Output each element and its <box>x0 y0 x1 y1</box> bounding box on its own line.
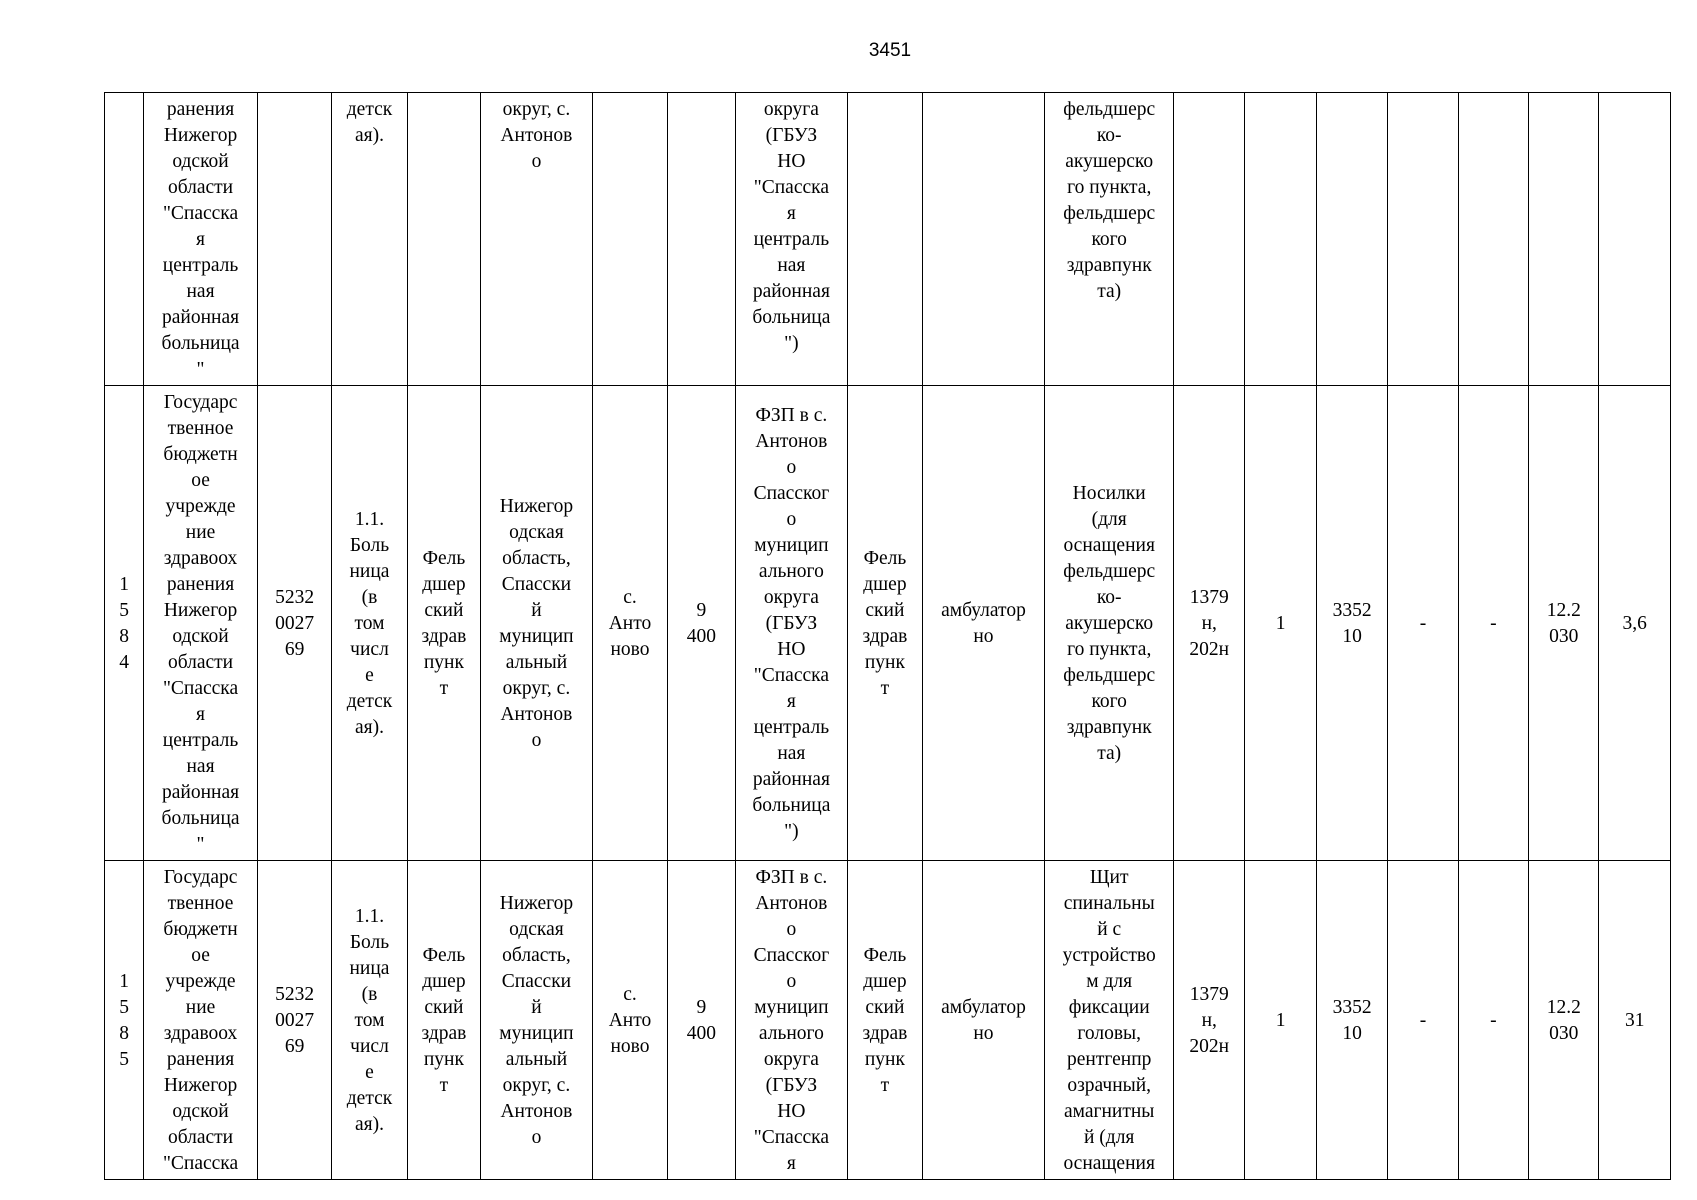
population-cell: 9 400 <box>668 861 735 1180</box>
equipment-table <box>104 92 1671 1180</box>
page-number: 3451 <box>868 40 912 61</box>
address-cell: Нижегор одская область, Спасски й муницип альный округ, с. Антонов о <box>481 861 593 1180</box>
settlement-cell <box>592 93 667 386</box>
subdivision-type-cell: Фель дшер ский здрав пунк т <box>407 386 480 861</box>
subdivision-type-cell: Фель дшер ский здрав пунк т <box>407 861 480 1180</box>
facility-type-cell: 1.1. Боль ница (в том числ е детск ая). <box>332 386 407 861</box>
equipment-name-cell: Носилки (для оснащения фельдшерс ко- акушерско го пункта, фельдшерс кого здравпунк та) <box>1045 386 1174 861</box>
extra-cell-2: - <box>1458 861 1528 1180</box>
order-reference-cell <box>1174 93 1245 386</box>
subdivision-name-cell: округа (ГБУЗ НО "Спасска я централь ная районная больница ") <box>735 93 848 386</box>
date-cell: 12.2 030 <box>1529 861 1599 1180</box>
table-row <box>105 386 1671 861</box>
institution-name-cell: Государс твенное бюджетн ое учрежде ние здравоох ранения Нижегор одской области "Спасска <box>144 861 258 1180</box>
subdivision-type-cell <box>407 93 480 386</box>
population-cell: 9 400 <box>668 386 735 861</box>
settlement-cell: с. Анто ново <box>592 386 667 861</box>
row-number-cell <box>105 93 144 386</box>
extra-cell-1: - <box>1388 861 1458 1180</box>
code-cell <box>1316 93 1387 386</box>
date-cell: 12.2 030 <box>1529 386 1599 861</box>
equipment-name-cell: Щит спинальны й с устройство м для фиксации головы, рентгенпр озрачный, амагнитны й (для оснащения <box>1045 861 1174 1180</box>
facility-type-cell: детск ая). <box>332 93 407 386</box>
address-cell: округ, с. Антонов о <box>481 93 593 386</box>
quantity-cell: 1 <box>1245 861 1316 1180</box>
amount-cell: 3,6 <box>1599 386 1671 861</box>
subdivision-name-cell: ФЗП в с. Антонов о Спасског о муницип ального округа (ГБУЗ НО "Спасска я <box>735 861 848 1180</box>
care-form-cell: амбулатор но <box>922 861 1045 1180</box>
extra-cell-2 <box>1458 93 1528 386</box>
facility-type-cell: 1.1. Боль ница (в том числ е детск ая). <box>332 861 407 1180</box>
extra-cell-1: - <box>1388 386 1458 861</box>
address-cell: Нижегор одская область, Спасски й муницип альный округ, с. Антонов о <box>481 386 593 861</box>
table-row <box>105 93 1671 386</box>
date-cell <box>1529 93 1599 386</box>
order-reference-cell: 1379 н, 202н <box>1174 386 1245 861</box>
settlement-cell: с. Анто ново <box>592 861 667 1180</box>
equipment-name-cell: фельдшерс ко- акушерско го пункта, фельдшерс кого здравпунк та) <box>1045 93 1174 386</box>
institution-name-cell: Государс твенное бюджетн ое учрежде ние здравоох ранения Нижегор одской области "Спасска я централь ная районная больница " <box>144 386 258 861</box>
table-row <box>105 861 1671 1180</box>
quantity-cell <box>1245 93 1316 386</box>
quantity-cell: 1 <box>1245 386 1316 861</box>
unit-type-cell: Фель дшер ский здрав пунк т <box>848 861 922 1180</box>
care-form-cell: амбулатор но <box>922 386 1045 861</box>
population-cell <box>668 93 735 386</box>
row-number-cell: 1 5 8 4 <box>105 386 144 861</box>
amount-cell <box>1599 93 1671 386</box>
institution-name-cell: ранения Нижегор одской области "Спасска я централь ная районная больница " <box>144 93 258 386</box>
inn-cell: 5232 0027 69 <box>257 861 331 1180</box>
code-cell: 3352 10 <box>1316 386 1387 861</box>
row-number-cell: 1 5 8 5 <box>105 861 144 1180</box>
code-cell: 3352 10 <box>1316 861 1387 1180</box>
extra-cell-1 <box>1388 93 1458 386</box>
care-form-cell <box>922 93 1045 386</box>
extra-cell-2: - <box>1458 386 1528 861</box>
inn-cell: 5232 0027 69 <box>257 386 331 861</box>
amount-cell: 31 <box>1599 861 1671 1180</box>
inn-cell <box>257 93 331 386</box>
unit-type-cell <box>848 93 922 386</box>
subdivision-name-cell: ФЗП в с. Антонов о Спасског о муницип ального округа (ГБУЗ НО "Спасска я централь ная районная больница ") <box>735 386 848 861</box>
unit-type-cell: Фель дшер ский здрав пунк т <box>848 386 922 861</box>
order-reference-cell: 1379 н, 202н <box>1174 861 1245 1180</box>
